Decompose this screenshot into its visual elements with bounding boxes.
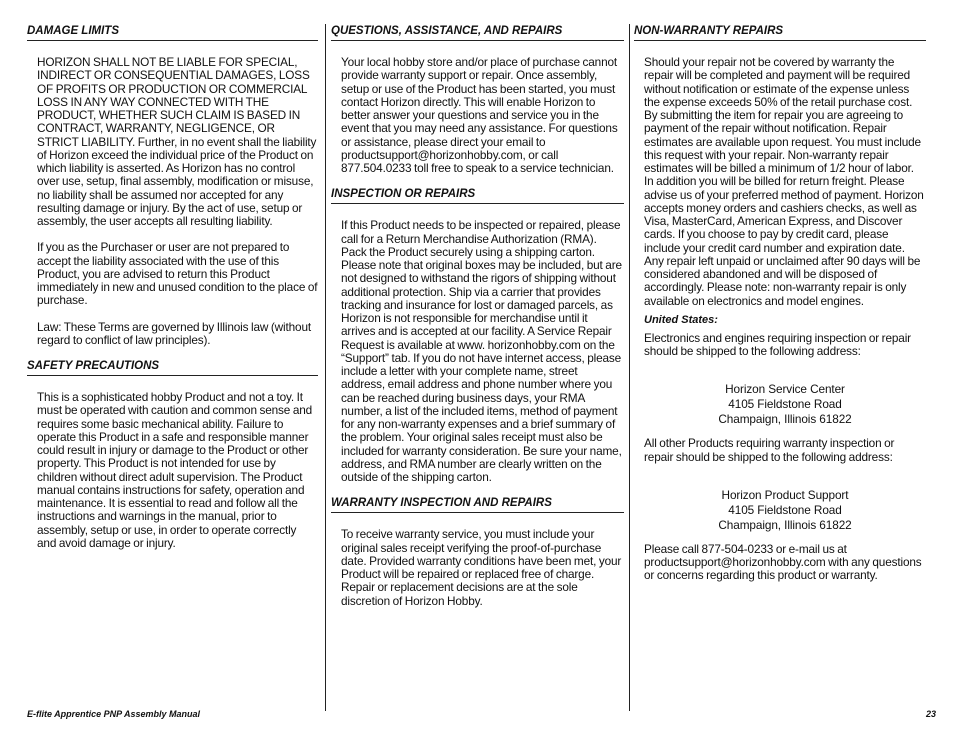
non-warranty-paragraph-1: Should your repair not be covered by warranty the repair will be completed and payment will be required without notification or estimate of the expense unless the expense exceeds 50% of the retail purchase cost. By submitting the item for repair you are agreeing to payment of the repair without notification. Repair estimates are available upon request. You must include this request with your repair. Non-warranty repair estimates will be billed a minimum of 1/2 hour of labor. In addition you will be billed for return freight. Please advise us of your preferred method of payment. Horizon accepts money orders and cashiers checks, as well as Visa, MasterCard, American Express, and Discover cards. If you choose to pay by credit card, please include your credit card number and expiration date. Any repair left unpaid or unclaimed after 90 days will be considered abandoned and will be disposed of accordingly. Please note: non-warranty repair is only available on electronics and model engines. — [644, 55, 924, 308]
address-line: Champaign, Illinois 61822 — [718, 517, 852, 532]
non-warranty-paragraph-4: Please call 877-504-0233 or e-mail us at productsupport@horizonhobby.com with any questions or concerns regarding this product or warranty. — [644, 541, 922, 583]
non-warranty-paragraph-2: Electronics and engines requiring inspection or repair should be shipped to the following address: — [644, 330, 911, 358]
non-warranty-paragraph-3: All other Products requiring warranty inspection or repair should be shipped to the following address: — [644, 436, 895, 464]
warranty-paragraph: To receive warranty service, you must include your original sales receipt verifying the proof-of-purchase date. Provided warranty conditions have been met, your Product will be repaired or replaced free of charge. Repair or replacement decisions are at the sole discretion of Horizon Hobby. — [341, 527, 622, 608]
address-line: Horizon Service Center — [725, 382, 845, 397]
column-left — [27, 24, 318, 550]
address-line: Champaign, Illinois 61822 — [718, 412, 852, 427]
column-middle — [331, 24, 624, 608]
column-divider-1 — [325, 24, 326, 711]
damage-limits-paragraph-3: Law: These Terms are governed by Illinois law (without regard to conflict of law principles). — [37, 319, 312, 347]
footer-page-number: 23 — [925, 709, 936, 719]
safety-precautions-paragraph: This is a sophisticated hobby Product and not a toy. It must be operated with caution and common sense and requires some basic mechanical ability. Failure to operate this Product in a safe and responsible manner could result in injury or damage to the Product or other property. This Product is not intended for use by children without direct adult supervision. The Product manual contains instructions for safety, operation and maintenance. It is essential to read and follow all the instructions and warnings in the manual, prior to assembly, setup or use, in order to operate correctly and avoid damage or injury. — [37, 390, 313, 550]
safety-precautions-heading: SAFETY PRECAUTIONS — [27, 359, 318, 376]
questions-paragraph: Your local hobby store and/or place of purchase cannot provide warranty support or repair. Once assembly, setup or use of the Product has been started, you must contact Horizon directly. This will enable Horizon to better answer your questions and service you in the event that you may need any assistance. For questions or assistance, please direct your email to productsupport@horizonhobby.com, or call 877.504.0233 toll free to speak to a service technician. — [341, 55, 618, 175]
column-divider-2 — [629, 24, 630, 711]
non-warranty-heading: NON-WARRANTY REPAIRS — [634, 24, 926, 41]
damage-limits-paragraph-1: HORIZON SHALL NOT BE LIABLE FOR SPECIAL, INDIRECT OR CONSEQUENTIAL DAMAGES, LOSS OF PROFITS OR PRODUCTION OR COMMERCIAL LOSS IN ANY WAY CONNECTED WITH THE PRODUCT, WHETHER SUCH CLAIM IS BASED IN CONTRACT, WARRANTY, NEGLIGENCE, OR STRICT LIABILITY. Further, in no event shall the liability of Horizon exceed the individual price of the Product on which liability is asserted. As Horizon has no control over use, setup, final assembly, modification or misuse, no liability shall be assumed nor accepted for any resulting damage or injury. By the act of use, setup or assembly, the user accepts all resulting liability. — [37, 55, 317, 228]
damage-limits-heading: DAMAGE LIMITS — [27, 24, 318, 41]
damage-limits-paragraph-2: If you as the Purchaser or user are not prepared to accept the liability associated with the use of this Product, you are advised to return this Product immediately in new and unused condition to the place of purchase. — [37, 240, 318, 308]
inspection-paragraph: If this Product needs to be inspected or repaired, please call for a Return Merchandise Authorization (RMA). Pack the Product securely using a shipping carton. Please note that original boxes may be included, but are not designed to withstand the rigors of shipping without additional protection. Ship via a carrier that provides tracking and insurance for lost or damaged parcels, as Horizon is not responsible for merchandise until it arrives and is accepted at our facility. A Service Repair Request is available at www. horizonhobby.com on the “Support” tab. If you do not have internet access, please include a letter with your complete name, street address, email address and phone number where you can be reached during business days, your RMA number, a list of the included items, method of payment for any non-warranty expenses and a brief summary of the problem. Your original sales receipt must also be included for warranty consideration. Be sure your name, address, and RMA number are clearly written on the outside of the shipping carton. — [341, 218, 622, 484]
address-line: 4105 Fieldstone Road — [728, 502, 842, 517]
address-line: 4105 Fieldstone Road — [728, 397, 842, 412]
service-center-address — [644, 382, 926, 427]
product-support-address — [644, 488, 926, 533]
column-right — [634, 24, 926, 583]
questions-heading: QUESTIONS, ASSISTANCE, AND REPAIRS — [331, 24, 624, 41]
address-line: Horizon Product Support — [721, 487, 849, 502]
warranty-heading: WARRANTY INSPECTION AND REPAIRS — [331, 496, 624, 513]
inspection-heading: INSPECTION OR REPAIRS — [331, 187, 624, 204]
united-states-subheading: United States: — [644, 313, 718, 326]
footer-manual-title: E-flite Apprentice PNP Assembly Manual — [27, 709, 201, 719]
